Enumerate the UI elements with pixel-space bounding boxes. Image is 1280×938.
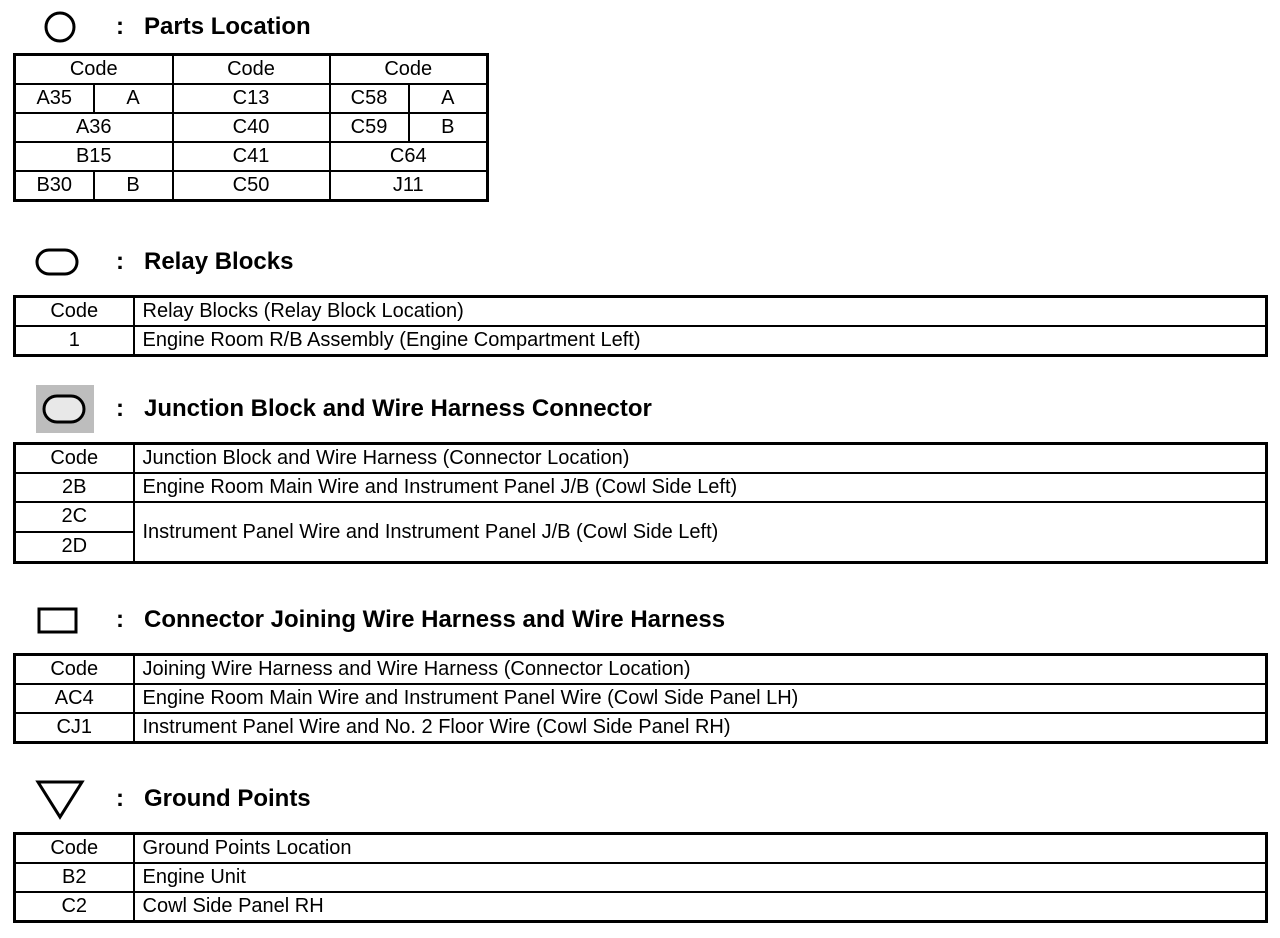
header-cell: Joining Wire Harness and Wire Harness (Connector Location) (134, 655, 1267, 685)
code-cell: C40 (173, 113, 330, 142)
location-cell: Cowl Side Panel RH (134, 892, 1267, 922)
header-cell: Code (330, 55, 488, 85)
table-row (15, 326, 1267, 356)
colon: : (116, 13, 124, 40)
code-cell: A36 (15, 113, 173, 142)
parts-location-table (13, 53, 489, 202)
code-cell: C41 (173, 142, 330, 171)
code-cell: A (94, 84, 173, 113)
code-cell: C2 (15, 892, 134, 922)
ground-points-table (13, 832, 1268, 923)
junction-blocks-table (13, 442, 1268, 564)
table-row (15, 84, 488, 113)
location-cell: Instrument Panel Wire and Instrument Panel J/B (Cowl Side Left) (134, 502, 1267, 563)
section-title-ground-points: Ground Points (144, 785, 311, 812)
colon: : (116, 248, 124, 275)
table-row (15, 502, 1267, 532)
table-row (15, 863, 1267, 892)
table-row (15, 655, 1267, 685)
code-cell: J11 (330, 171, 488, 201)
code-cell: 2D (15, 532, 134, 563)
ground-points-header (0, 779, 1280, 819)
section-title-junction-blocks: Junction Block and Wire Harness Connector (144, 395, 652, 422)
table-row (15, 892, 1267, 922)
connectors-header (0, 600, 1280, 640)
section-title-connectors: Connector Joining Wire Harness and Wire Harness (144, 606, 726, 633)
location-cell: Engine Room Main Wire and Instrument Panel Wire (Cowl Side Panel LH) (134, 684, 1267, 713)
code-cell: C59 (330, 113, 409, 142)
colon: : (116, 395, 124, 422)
relay-blocks-header (0, 242, 1280, 282)
section-title-relay-blocks: Relay Blocks (144, 248, 294, 275)
colon: : (116, 785, 124, 812)
rounded-rectangle-icon (34, 246, 82, 278)
code-cell: C13 (173, 84, 330, 113)
colon: : (116, 606, 124, 633)
code-cell: C50 (173, 171, 330, 201)
header-cell: Code (15, 655, 134, 685)
table-row (15, 713, 1267, 743)
table-row (15, 297, 1267, 327)
code-cell: C58 (330, 84, 409, 113)
shaded-rounded-rectangle-icon (36, 385, 94, 433)
code-cell: 1 (15, 326, 134, 356)
location-cell: Engine Room Main Wire and Instrument Panel J/B (Cowl Side Left) (134, 473, 1267, 502)
code-cell: B (94, 171, 173, 201)
relay-blocks-table (13, 295, 1268, 357)
code-cell: 2C (15, 502, 134, 532)
table-row (15, 142, 488, 171)
code-cell: C64 (330, 142, 488, 171)
connectors-table (13, 653, 1268, 744)
table-row (15, 113, 488, 142)
code-cell: A35 (15, 84, 94, 113)
parts-location-header (0, 7, 1280, 47)
header-cell: Code (173, 55, 330, 85)
junction-blocks-header (0, 389, 1280, 429)
circle-icon (40, 9, 80, 45)
code-cell: B30 (15, 171, 94, 201)
table-row (15, 684, 1267, 713)
section-title-parts-location: Parts Location (144, 13, 311, 40)
code-cell: 2B (15, 473, 134, 502)
location-cell: Engine Room R/B Assembly (Engine Compartment Left) (134, 326, 1267, 356)
table-row (15, 834, 1267, 864)
table-row (15, 55, 488, 85)
header-cell: Code (15, 444, 134, 474)
location-cell: Instrument Panel Wire and No. 2 Floor Wire (Cowl Side Panel RH) (134, 713, 1267, 743)
code-cell: B (409, 113, 488, 142)
code-cell: AC4 (15, 684, 134, 713)
code-cell: B2 (15, 863, 134, 892)
table-row (15, 444, 1267, 474)
header-cell: Code (15, 55, 173, 85)
header-cell: Ground Points Location (134, 834, 1267, 864)
table-row (15, 171, 488, 201)
rectangle-icon (36, 606, 80, 636)
header-cell: Relay Blocks (Relay Block Location) (134, 297, 1267, 327)
table-row (15, 473, 1267, 502)
triangle-down-icon (34, 779, 86, 821)
location-cell: Engine Unit (134, 863, 1267, 892)
code-cell: B15 (15, 142, 173, 171)
code-cell: A (409, 84, 488, 113)
header-cell: Code (15, 297, 134, 327)
header-cell: Junction Block and Wire Harness (Connector Location) (134, 444, 1267, 474)
code-cell: CJ1 (15, 713, 134, 743)
header-cell: Code (15, 834, 134, 864)
